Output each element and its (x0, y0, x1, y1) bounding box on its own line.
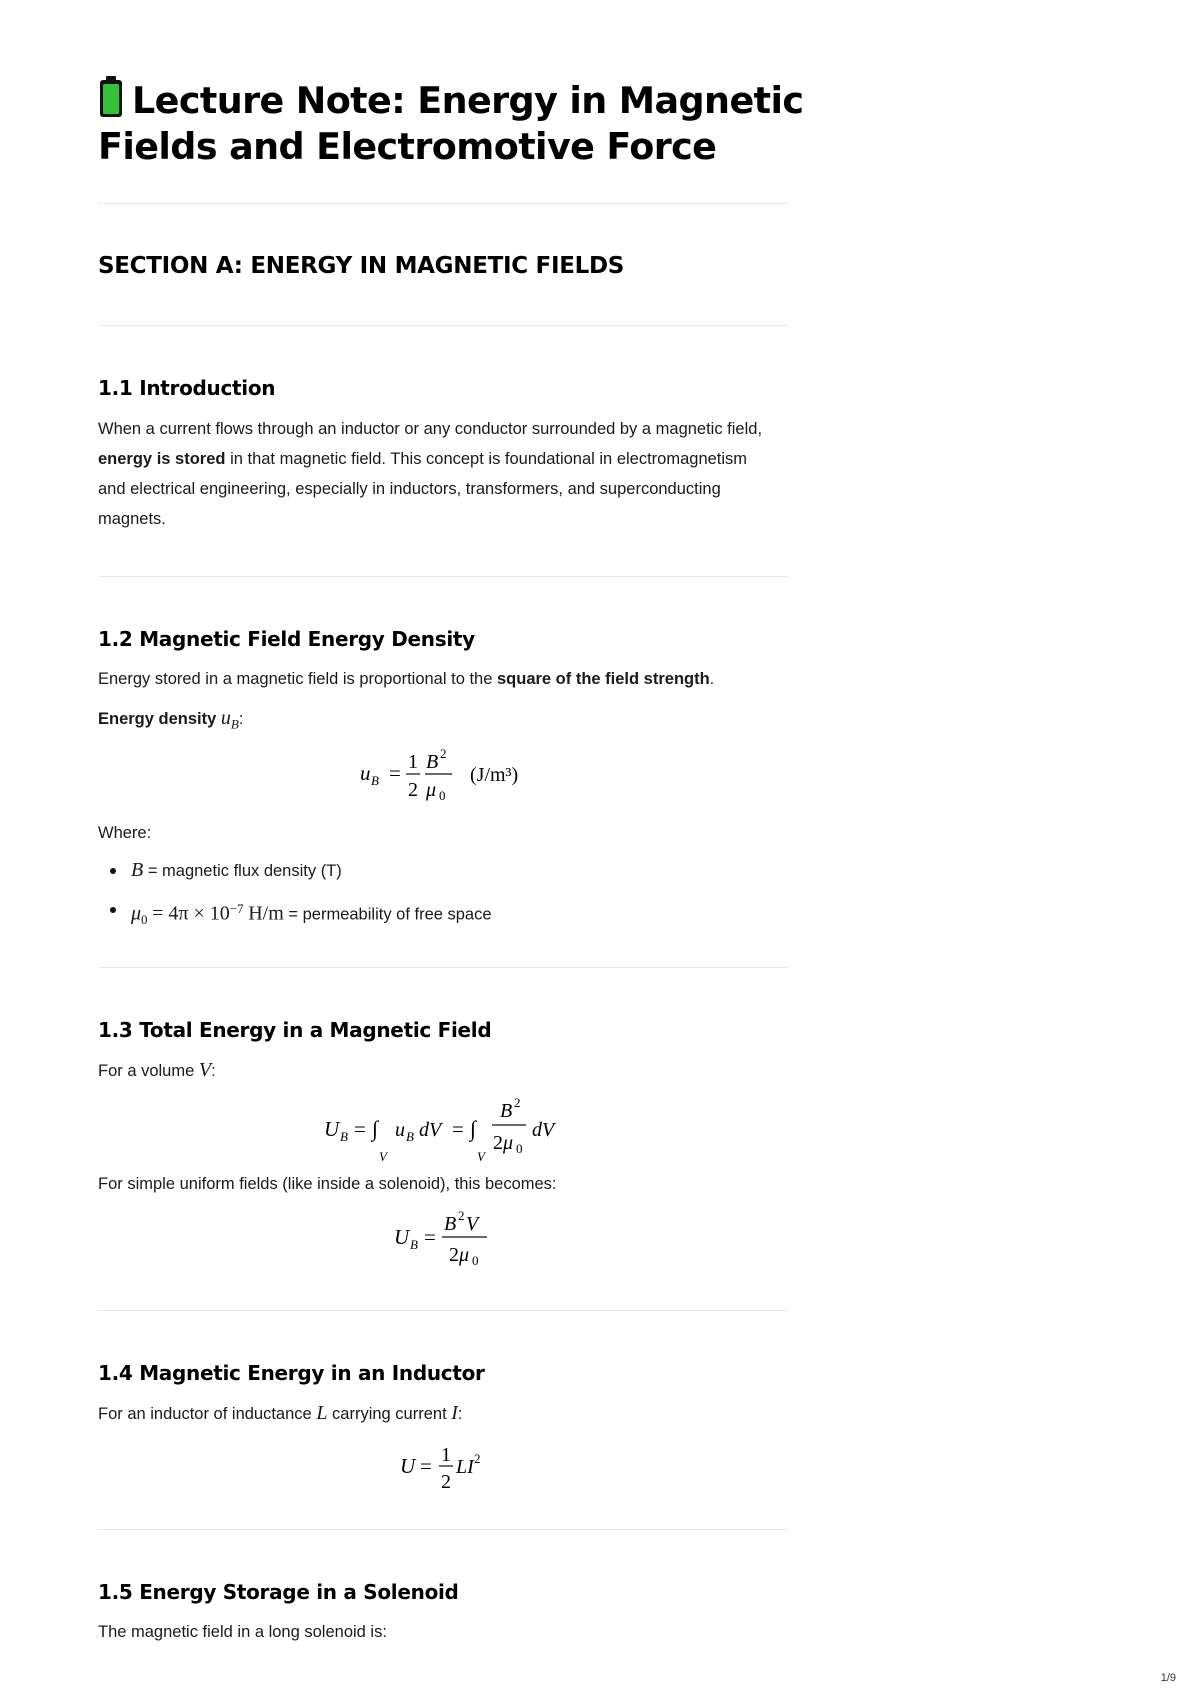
formula-inductor-energy (98, 1437, 788, 1501)
svg-text:V: V (477, 1149, 485, 1164)
heading-1-4: 1.4 Magnetic Energy in an Inductor (98, 1361, 485, 1385)
svg-text:dV: dV (532, 1119, 555, 1141)
heading-1-5: 1.5 Energy Storage in a Solenoid (98, 1580, 459, 1604)
divider (98, 203, 788, 204)
svg-text:2: 2 (474, 1451, 481, 1466)
svg-text:B: B (410, 1237, 418, 1252)
svg-text:LI: LI (456, 1456, 474, 1478)
page-title (98, 76, 818, 170)
svg-text:V: V (379, 1149, 387, 1164)
list-item: $\mu_0 = 4\pi \times 10^{-7}$ H/m = permeability of free space (98, 890, 492, 939)
svg-text:U: U (394, 1225, 410, 1249)
divider (98, 325, 788, 326)
inductor-paragraph: For an inductor of inductance L carrying current I: (98, 1402, 463, 1424)
formula-total-energy (98, 1095, 788, 1167)
svg-text:2: 2 (514, 1095, 521, 1110)
svg-text:B: B (406, 1129, 414, 1144)
svg-text:=: = (389, 761, 401, 785)
svg-text:u: u (360, 761, 371, 785)
divider (98, 576, 788, 577)
formula-uniform-energy (98, 1208, 788, 1272)
svg-text:dV: dV (419, 1119, 442, 1141)
solenoid-paragraph: The magnetic field in a long solenoid is: (98, 1623, 387, 1641)
svg-text:=: = (424, 1225, 436, 1249)
svg-text:B: B (444, 1213, 457, 1235)
svg-text:=: = (420, 1454, 432, 1478)
svg-text:V: V (466, 1213, 479, 1235)
battery-icon (98, 76, 124, 118)
svg-text:B: B (500, 1100, 513, 1122)
section-a-title: SECTION A: ENERGY IN MAGNETIC FIELDS (98, 253, 625, 279)
energy-density-paragraph: Energy stored in a magnetic field is proportional to the square of the field strength. (98, 670, 715, 688)
svg-text:∫: ∫ (372, 1116, 379, 1141)
heading-1-3: 1.3 Total Energy in a Magnetic Field (98, 1018, 492, 1042)
divider (98, 1529, 788, 1530)
svg-text:μ: μ (459, 1244, 470, 1266)
energy-density-label: Energy density $u_B$: (98, 707, 244, 732)
svg-text:U: U (324, 1117, 340, 1141)
volume-paragraph: For a volume V: (98, 1059, 216, 1081)
heading-1-2: 1.2 Magnetic Field Energy Density (98, 627, 475, 651)
svg-text:2: 2 (458, 1208, 465, 1223)
heading-1-1: 1.1 Introduction (98, 376, 276, 400)
divider (98, 1310, 788, 1311)
svg-text:0: 0 (439, 788, 446, 803)
svg-text:∫: ∫ (470, 1116, 477, 1141)
svg-text:2: 2 (493, 1132, 503, 1154)
svg-text:=: = (354, 1117, 366, 1141)
svg-text:0: 0 (472, 1253, 479, 1268)
svg-text:2: 2 (440, 746, 447, 761)
symbol-list (98, 851, 492, 939)
divider (98, 967, 788, 968)
svg-text:1: 1 (408, 751, 418, 773)
svg-text:B: B (340, 1129, 348, 1144)
svg-text:0: 0 (516, 1141, 523, 1156)
where-label: Where: (98, 824, 152, 842)
svg-text:2: 2 (441, 1471, 451, 1493)
svg-text:U: U (400, 1454, 416, 1478)
svg-text:μ: μ (503, 1132, 514, 1154)
svg-text:=: = (452, 1117, 464, 1141)
page-title-text: Lecture Note: Energy in Magnetic Fields and Electromotive Force (98, 79, 804, 168)
page-number: 1/9 (1160, 1672, 1176, 1684)
intro-paragraph: When a current flows through an inductor or any conductor surrounded by a magnetic field, energy is stored in that magnetic field. This concept is foundational in electromagnetism and electrical engineering, especially in inductors, transformers, and superconducting magnets. (98, 420, 763, 528)
svg-text:2: 2 (449, 1244, 459, 1266)
formula-energy-density (98, 741, 788, 807)
svg-text:u: u (395, 1119, 405, 1141)
svg-text:2: 2 (408, 779, 418, 801)
uniform-field-paragraph: For simple uniform fields (like inside a solenoid), this becomes: (98, 1175, 557, 1193)
svg-text:B: B (426, 751, 439, 773)
svg-text:B: B (371, 773, 379, 788)
unit-label: (J/m³) (470, 764, 519, 786)
list-item: B = magnetic flux density (T) (98, 851, 492, 890)
svg-text:1: 1 (441, 1444, 451, 1466)
svg-text:μ: μ (426, 779, 437, 801)
